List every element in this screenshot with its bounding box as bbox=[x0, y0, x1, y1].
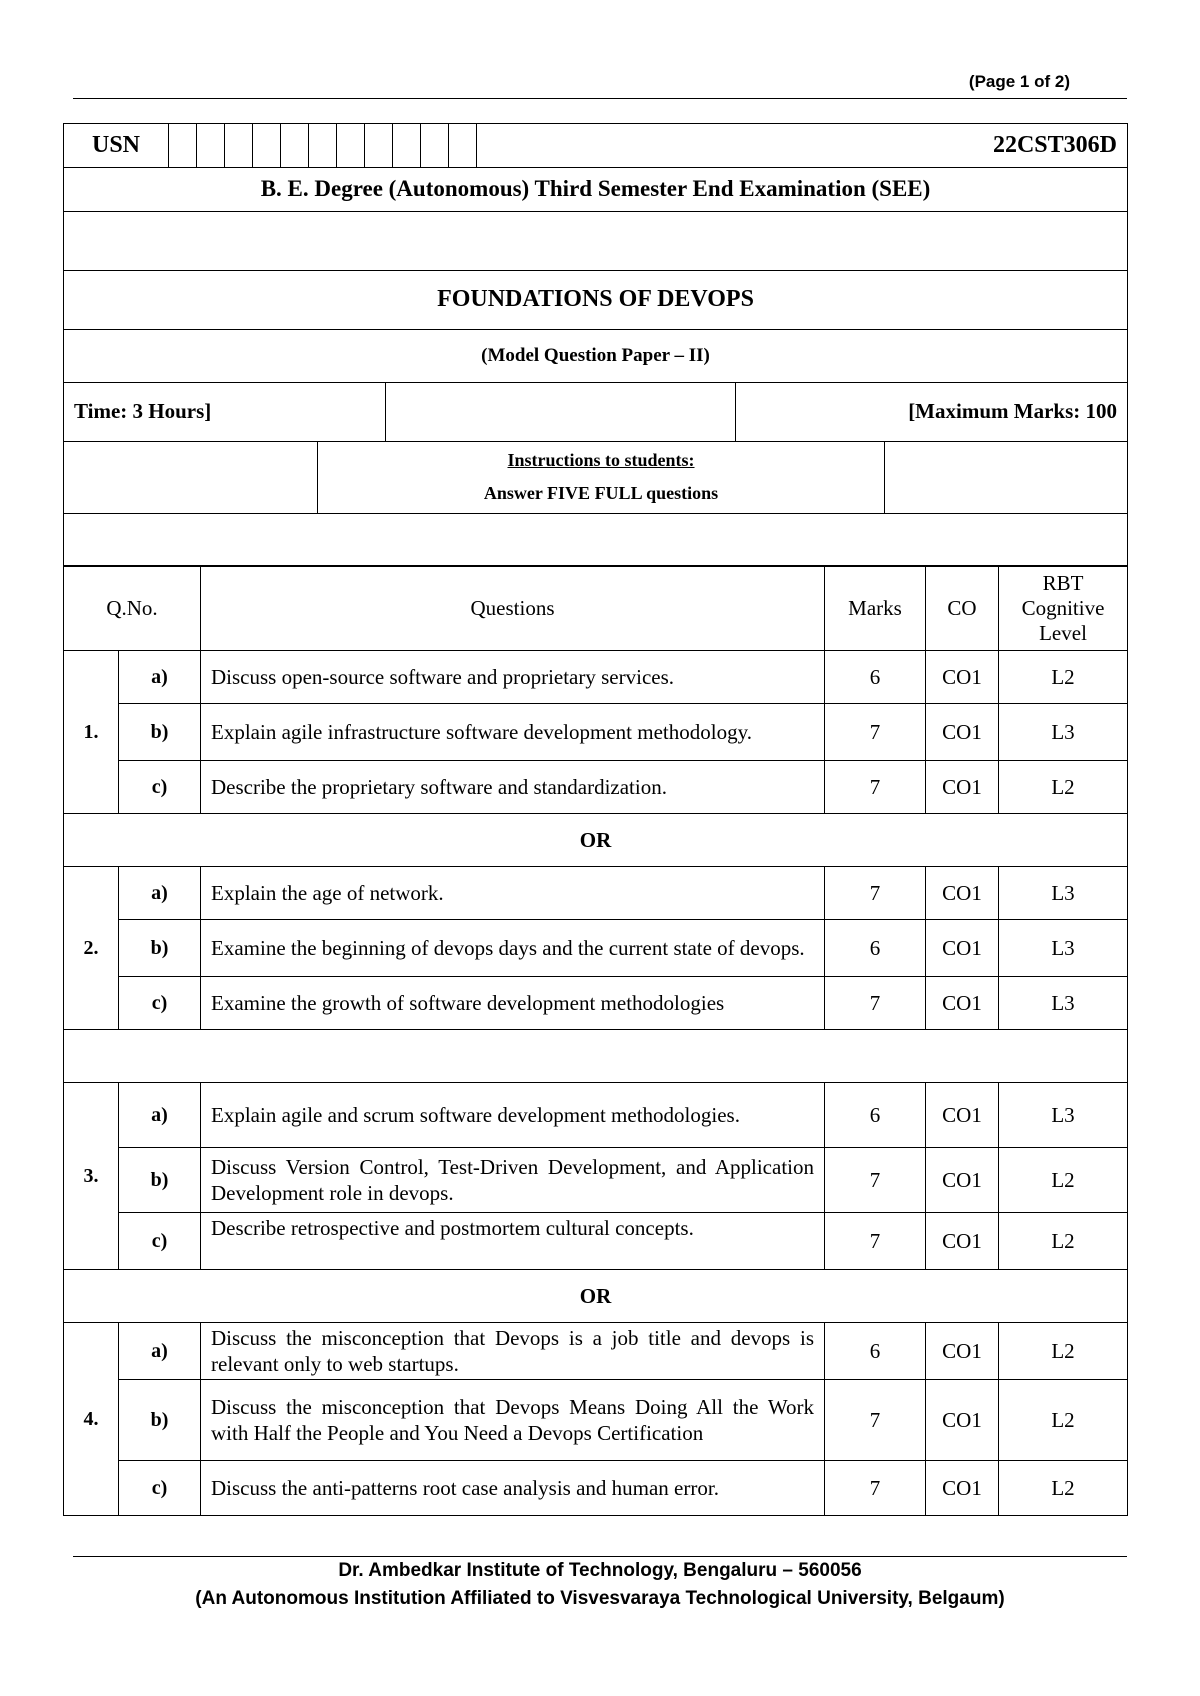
level-value: L3 bbox=[999, 1083, 1128, 1148]
marks-value: 6 bbox=[825, 920, 926, 977]
table-row bbox=[64, 977, 1128, 1030]
paper-title-table bbox=[63, 167, 1128, 567]
question-text: Explain agile infrastructure software development methodology. bbox=[201, 704, 825, 761]
question-text: Discuss open-source software and proprietary services. bbox=[201, 651, 825, 704]
usn-box[interactable] bbox=[225, 124, 253, 168]
marks-value: 7 bbox=[825, 867, 926, 920]
column-header-co: CO bbox=[926, 566, 999, 651]
model-paper-label: (Model Question Paper – II) bbox=[64, 329, 1128, 382]
question-number: 2. bbox=[64, 867, 119, 1030]
marks-value: 7 bbox=[825, 977, 926, 1030]
table-row bbox=[64, 761, 1128, 814]
part-label: a) bbox=[119, 651, 201, 704]
co-value: CO1 bbox=[926, 1380, 999, 1461]
question-text: Describe retrospective and postmortem cultural concepts. bbox=[201, 1213, 825, 1270]
or-row bbox=[64, 1270, 1128, 1323]
part-label: c) bbox=[119, 761, 201, 814]
exam-paper bbox=[63, 123, 1128, 1516]
co-value: CO1 bbox=[926, 1213, 999, 1270]
header-rule bbox=[73, 98, 1127, 99]
table-row bbox=[64, 651, 1128, 704]
time-label: Time: 3 Hours] bbox=[64, 382, 386, 441]
blank-row bbox=[64, 513, 1128, 566]
instructions-text: Answer FIVE FULL questions bbox=[483, 483, 719, 503]
co-value: CO1 bbox=[926, 920, 999, 977]
marks-value: 7 bbox=[825, 1380, 926, 1461]
co-value: CO1 bbox=[926, 761, 999, 814]
level-value: L2 bbox=[999, 1323, 1128, 1380]
level-value: L3 bbox=[999, 977, 1128, 1030]
paper-header-table bbox=[63, 123, 1128, 168]
rbt-line3: Level bbox=[1039, 620, 1087, 645]
usn-box[interactable] bbox=[281, 124, 309, 168]
page-indicator: (Page 1 of 2) bbox=[968, 72, 1070, 91]
co-value: CO1 bbox=[926, 1461, 999, 1516]
question-number: 3. bbox=[64, 1083, 119, 1270]
level-value: L2 bbox=[999, 761, 1128, 814]
table-row bbox=[64, 704, 1128, 761]
co-value: CO1 bbox=[926, 1148, 999, 1213]
blank-cell bbox=[386, 382, 736, 441]
usn-box[interactable] bbox=[253, 124, 281, 168]
table-row bbox=[64, 1461, 1128, 1516]
max-marks-label: [Maximum Marks: 100 bbox=[736, 382, 1128, 441]
marks-value: 7 bbox=[825, 1461, 926, 1516]
column-header-rbt bbox=[999, 566, 1128, 651]
level-value: L2 bbox=[999, 1213, 1128, 1270]
table-row bbox=[64, 867, 1128, 920]
marks-value: 6 bbox=[825, 651, 926, 704]
or-row bbox=[64, 814, 1128, 867]
footer-institution: Dr. Ambedkar Institute of Technology, Bengaluru – 560056 bbox=[338, 1560, 862, 1581]
part-label: b) bbox=[119, 1380, 201, 1461]
table-row bbox=[64, 920, 1128, 977]
co-value: CO1 bbox=[926, 704, 999, 761]
usn-box[interactable] bbox=[169, 124, 197, 168]
column-header-marks: Marks bbox=[825, 566, 926, 651]
question-text: Describe the proprietary software and standardization. bbox=[201, 761, 825, 814]
question-text: Discuss the misconception that Devops is a job title and devops is relevant only to web startups. bbox=[201, 1323, 825, 1380]
usn-box[interactable] bbox=[421, 124, 449, 168]
part-label: c) bbox=[119, 1461, 201, 1516]
usn-row bbox=[64, 124, 1128, 168]
blank-cell bbox=[885, 441, 1128, 513]
part-label: c) bbox=[119, 1213, 201, 1270]
question-text: Explain agile and scrum software development methodologies. bbox=[201, 1083, 825, 1148]
rbt-line2: Cognitive bbox=[1021, 595, 1105, 620]
marks-value: 7 bbox=[825, 761, 926, 814]
part-label: b) bbox=[119, 704, 201, 761]
rbt-line1: RBT bbox=[1042, 570, 1084, 595]
usn-box[interactable] bbox=[337, 124, 365, 168]
footer-rule bbox=[73, 1556, 1127, 1557]
degree-line: B. E. Degree (Autonomous) Third Semester End Examination (SEE) bbox=[64, 167, 1128, 211]
level-value: L2 bbox=[999, 1461, 1128, 1516]
part-label: b) bbox=[119, 1148, 201, 1213]
course-code: 22CST306D bbox=[477, 124, 1128, 168]
question-text: Discuss the misconception that Devops Means Doing All the Work with Half the People and You Need a Devops Certification bbox=[201, 1380, 825, 1461]
table-row bbox=[64, 1213, 1128, 1270]
question-text: Discuss the anti-patterns root case analysis and human error. bbox=[201, 1461, 825, 1516]
usn-box[interactable] bbox=[197, 124, 225, 168]
or-label: OR bbox=[64, 814, 1128, 867]
level-value: L2 bbox=[999, 1148, 1128, 1213]
table-row bbox=[64, 1323, 1128, 1380]
question-text: Examine the growth of software development methodologies bbox=[201, 977, 825, 1030]
blank-row bbox=[64, 211, 1128, 270]
question-number: 1. bbox=[64, 651, 119, 814]
part-label: c) bbox=[119, 977, 201, 1030]
question-text: Explain the age of network. bbox=[201, 867, 825, 920]
column-header-qno: Q.No. bbox=[64, 566, 201, 651]
part-label: a) bbox=[119, 1323, 201, 1380]
level-value: L3 bbox=[999, 920, 1128, 977]
part-label: b) bbox=[119, 920, 201, 977]
questions-table bbox=[63, 565, 1128, 1516]
level-value: L3 bbox=[999, 867, 1128, 920]
or-label: OR bbox=[64, 1270, 1128, 1323]
column-header-questions: Questions bbox=[201, 566, 825, 651]
co-value: CO1 bbox=[926, 1323, 999, 1380]
level-value: L2 bbox=[999, 1380, 1128, 1461]
usn-box[interactable] bbox=[449, 124, 477, 168]
question-text: Discuss Version Control, Test-Driven Development, and Application Development role in devops. bbox=[201, 1148, 825, 1213]
table-row bbox=[64, 1148, 1128, 1213]
part-label: a) bbox=[119, 1083, 201, 1148]
co-value: CO1 bbox=[926, 867, 999, 920]
usn-box[interactable] bbox=[393, 124, 421, 168]
questions-header-row bbox=[64, 566, 1128, 651]
question-number: 4. bbox=[64, 1323, 119, 1516]
table-row bbox=[64, 1083, 1128, 1148]
level-value: L2 bbox=[999, 651, 1128, 704]
blank-row bbox=[64, 1030, 1128, 1083]
co-value: CO1 bbox=[926, 1083, 999, 1148]
marks-value: 7 bbox=[825, 704, 926, 761]
table-row bbox=[64, 1380, 1128, 1461]
instructions-heading: Instructions to students: bbox=[507, 450, 695, 470]
blank-cell bbox=[64, 441, 318, 513]
usn-box[interactable] bbox=[365, 124, 393, 168]
marks-value: 7 bbox=[825, 1148, 926, 1213]
subject-title: FOUNDATIONS OF DEVOPS bbox=[64, 270, 1128, 329]
footer-affiliation: (An Autonomous Institution Affiliated to Visvesvaraya Technological University, Belgaum) bbox=[195, 1588, 1005, 1609]
marks-value: 6 bbox=[825, 1323, 926, 1380]
part-label: a) bbox=[119, 867, 201, 920]
question-text: Examine the beginning of devops days and the current state of devops. bbox=[201, 920, 825, 977]
spacer-row bbox=[64, 1030, 1128, 1083]
usn-label: USN bbox=[64, 124, 169, 168]
co-value: CO1 bbox=[926, 651, 999, 704]
instructions bbox=[318, 441, 885, 513]
marks-value: 7 bbox=[825, 1213, 926, 1270]
level-value: L3 bbox=[999, 704, 1128, 761]
marks-value: 6 bbox=[825, 1083, 926, 1148]
usn-box[interactable] bbox=[309, 124, 337, 168]
co-value: CO1 bbox=[926, 977, 999, 1030]
